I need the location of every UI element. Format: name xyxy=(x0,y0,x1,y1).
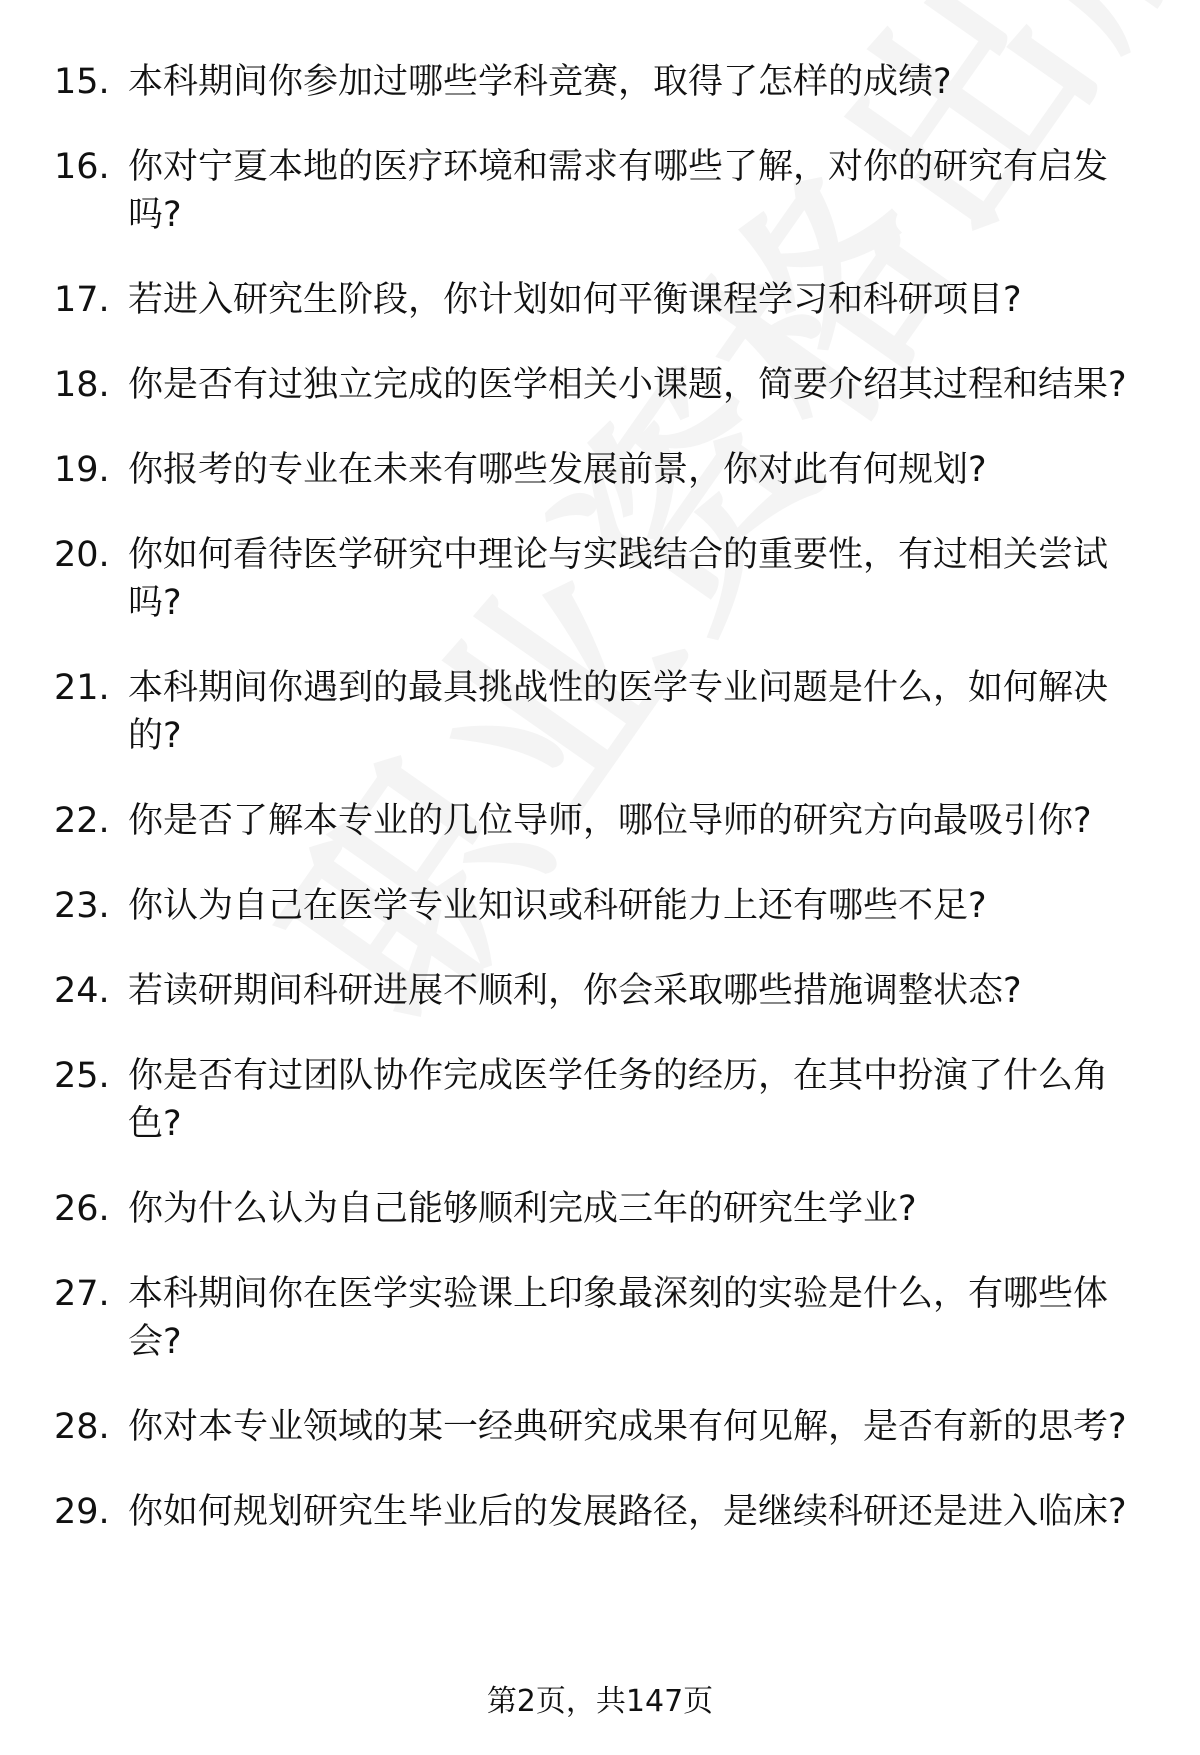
list-item xyxy=(0,1052,1200,1148)
question-text: 你认为自己在医学专业知识或科研能力上还有哪些不足? xyxy=(128,886,987,926)
list-item xyxy=(0,58,1200,106)
question-number: 22. xyxy=(54,801,110,841)
page-footer xyxy=(0,1682,1200,1722)
list-item xyxy=(0,1403,1200,1451)
question-number: 20. xyxy=(54,535,110,575)
list-item xyxy=(0,361,1200,409)
question-text: 你对本专业领域的某一经典研究成果有何见解，是否有新的思考? xyxy=(128,1407,1127,1447)
question-number: 24. xyxy=(54,971,110,1011)
question-number: 29. xyxy=(54,1492,110,1532)
question-number: 19. xyxy=(54,450,110,490)
question-number: 25. xyxy=(54,1056,110,1096)
list-item xyxy=(0,797,1200,845)
question-text: 本科期间你在医学实验课上印象最深刻的实验是什么，有哪些体会? xyxy=(128,1274,1109,1362)
question-number: 15. xyxy=(54,62,110,102)
question-text: 你如何规划研究生毕业后的发展路径，是继续科研还是进入临床? xyxy=(128,1492,1127,1532)
question-text: 你为什么认为自己能够顺利完成三年的研究生学业? xyxy=(128,1189,917,1229)
question-text: 若进入研究生阶段，你计划如何平衡课程学习和科研项目? xyxy=(128,280,1022,320)
question-text: 你是否有过独立完成的医学相关小课题，简要介绍其过程和结果? xyxy=(128,365,1127,405)
question-text: 本科期间你参加过哪些学科竞赛，取得了怎样的成绩? xyxy=(128,62,952,102)
list-item xyxy=(0,1185,1200,1233)
question-number: 23. xyxy=(54,886,110,926)
list-item xyxy=(0,531,1200,627)
list-item xyxy=(0,882,1200,930)
question-number: 27. xyxy=(54,1274,110,1314)
question-text: 本科期间你遇到的最具挑战性的医学专业问题是什么，如何解决的? xyxy=(128,668,1109,756)
list-item xyxy=(0,1270,1200,1366)
list-item xyxy=(0,1488,1200,1536)
question-number: 28. xyxy=(54,1407,110,1447)
question-number: 16. xyxy=(54,147,110,187)
question-number: 18. xyxy=(54,365,110,405)
question-number: 21. xyxy=(54,668,110,708)
question-text: 你是否有过团队协作完成医学任务的经历，在其中扮演了什么角色? xyxy=(128,1056,1109,1144)
question-text: 若读研期间科研进展不顺利，你会采取哪些措施调整状态? xyxy=(128,971,1022,1011)
list-item xyxy=(0,143,1200,239)
page-number: 第2页，共147页 xyxy=(486,1684,714,1719)
list-item xyxy=(0,967,1200,1015)
question-number: 26. xyxy=(54,1189,110,1229)
question-text: 你如何看待医学研究中理论与实践结合的重要性，有过相关尝试吗? xyxy=(128,535,1109,623)
question-number: 17. xyxy=(54,280,110,320)
list-item xyxy=(0,664,1200,760)
question-text: 你报考的专业在未来有哪些发展前景，你对此有何规划? xyxy=(128,450,987,490)
question-text: 你对宁夏本地的医疗环境和需求有哪些了解，对你的研究有启发吗? xyxy=(128,147,1109,235)
list-item xyxy=(0,446,1200,494)
question-text: 你是否了解本专业的几位导师，哪位导师的研究方向最吸引你? xyxy=(128,801,1092,841)
question-list xyxy=(0,58,1200,1573)
list-item xyxy=(0,276,1200,324)
